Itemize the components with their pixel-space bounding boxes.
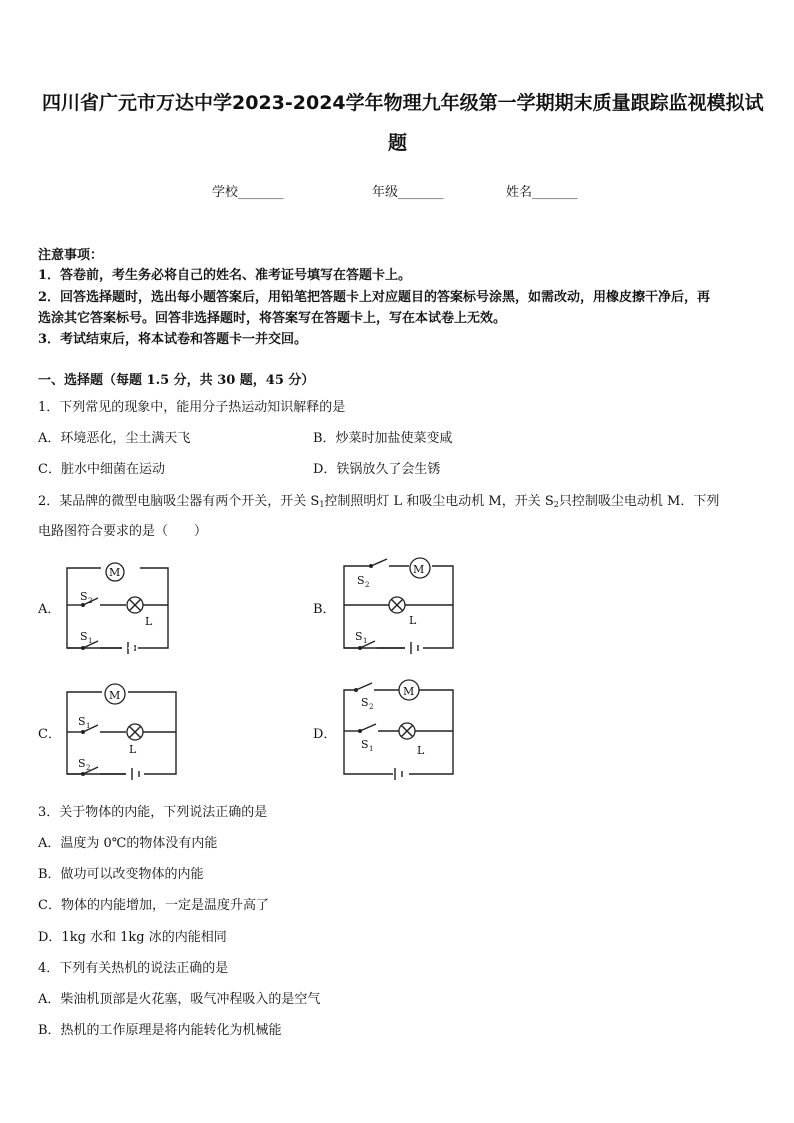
q4-option-a[interactable]: A．柴油机顶部是火花塞，吸气冲程吸入的是空气 — [38, 992, 321, 1007]
q4-option-b[interactable]: B．热机的工作原理是将内能转化为机械能 — [38, 1023, 282, 1038]
note-2-line2: 选涂其它答案标号。回答非选择题时，将答案写在答题卡上，写在本试卷上无效。 — [38, 311, 507, 326]
circuit-diagram-c — [60, 682, 185, 787]
svg-text:L: L — [145, 615, 153, 628]
svg-text:S: S — [361, 738, 369, 751]
q2-option-d-label[interactable]: D． — [313, 727, 337, 742]
note-1: 1．答卷前，考生务必将自己的姓名、准考证号填写在答题卡上。 — [38, 268, 412, 283]
q2-option-a-label[interactable]: A． — [38, 602, 61, 617]
q1-option-c[interactable]: C．脏水中细菌在运动 — [38, 462, 165, 477]
notes-heading: 注意事项： — [38, 248, 104, 263]
svg-text:M: M — [109, 566, 121, 579]
svg-text:S: S — [78, 715, 86, 728]
svg-text:S: S — [355, 630, 363, 643]
svg-text:M: M — [109, 689, 121, 702]
q4-stem: 4．下列有关热机的说法正确的是 — [38, 961, 229, 976]
exam-title-line1: 四川省广元市万达中学2023-2024学年物理九年级第一学期期末质量跟踪监视模拟试 — [42, 92, 764, 114]
q3-stem: 3．关于物体的内能，下列说法正确的是 — [38, 805, 268, 820]
grade-field[interactable]: 年级_______ — [372, 185, 444, 200]
svg-text:2: 2 — [86, 764, 91, 772]
section-heading: 一、选择题（每题 1.5 分，共 30 题，45 分） — [38, 373, 315, 388]
svg-text:1: 1 — [363, 637, 368, 645]
q3-option-b[interactable]: B．做功可以改变物体的内能 — [38, 867, 204, 882]
name-field[interactable]: 姓名_______ — [506, 185, 578, 200]
q3-option-a[interactable]: A．温度为 0℃的物体没有内能 — [38, 836, 218, 851]
svg-text:2: 2 — [88, 597, 93, 605]
svg-text:1: 1 — [369, 745, 374, 753]
circuit-diagram-a — [60, 560, 180, 660]
q3-option-c[interactable]: C．物体的内能增加，一定是温度升高了 — [38, 898, 269, 913]
note-3: 3．考试结束后，将本试卷和答题卡一并交回。 — [38, 332, 308, 347]
svg-text:M: M — [413, 563, 425, 576]
q1-option-d[interactable]: D．铁锅放久了会生锈 — [313, 462, 441, 477]
svg-text:S: S — [80, 590, 88, 603]
q2-stem-line1: 2．某品牌的微型电脑吸尘器有两个开关，开关 $S_1$控制照明灯 L 和吸尘电动机 M，开关 $S_2$只控制吸尘电动机 M．下列 — [38, 494, 720, 509]
q2-option-c-label[interactable]: C． — [38, 727, 61, 742]
school-field[interactable]: 学校_______ — [212, 185, 284, 200]
svg-text:S: S — [78, 757, 86, 770]
svg-text:2: 2 — [369, 703, 374, 711]
svg-text:L: L — [129, 743, 137, 756]
svg-text:S: S — [357, 574, 365, 587]
svg-text:M: M — [403, 685, 415, 698]
circuit-diagram-b — [337, 552, 462, 662]
note-2-line1: 2．回答选择题时，选出每小题答案后，用铅笔把答题卡上对应题目的答案标号涂黑，如需改动，用橡皮擦干净后，再 — [38, 290, 711, 305]
svg-text:L: L — [417, 744, 425, 757]
q2-option-b-label[interactable]: B． — [313, 602, 336, 617]
q1-option-a[interactable]: A．环境恶化，尘土满天飞 — [38, 431, 191, 446]
q1-stem: 1．下列常见的现象中，能用分子热运动知识解释的是 — [38, 400, 346, 415]
svg-text:S: S — [361, 696, 369, 709]
svg-text:L: L — [409, 614, 417, 627]
svg-text:1: 1 — [88, 637, 93, 645]
q2-stem-line2: 电路图符合要求的是（ ） — [38, 524, 208, 539]
circuit-diagram-d — [337, 676, 462, 786]
q3-option-d[interactable]: D．1kg 水和 1kg 冰的内能相同 — [38, 930, 227, 945]
q1-option-b[interactable]: B．炒菜时加盐使菜变咸 — [313, 431, 453, 446]
exam-title-line2: 题 — [388, 132, 408, 154]
svg-text:2: 2 — [365, 581, 370, 589]
svg-text:S: S — [80, 630, 88, 643]
svg-text:1: 1 — [86, 722, 91, 730]
